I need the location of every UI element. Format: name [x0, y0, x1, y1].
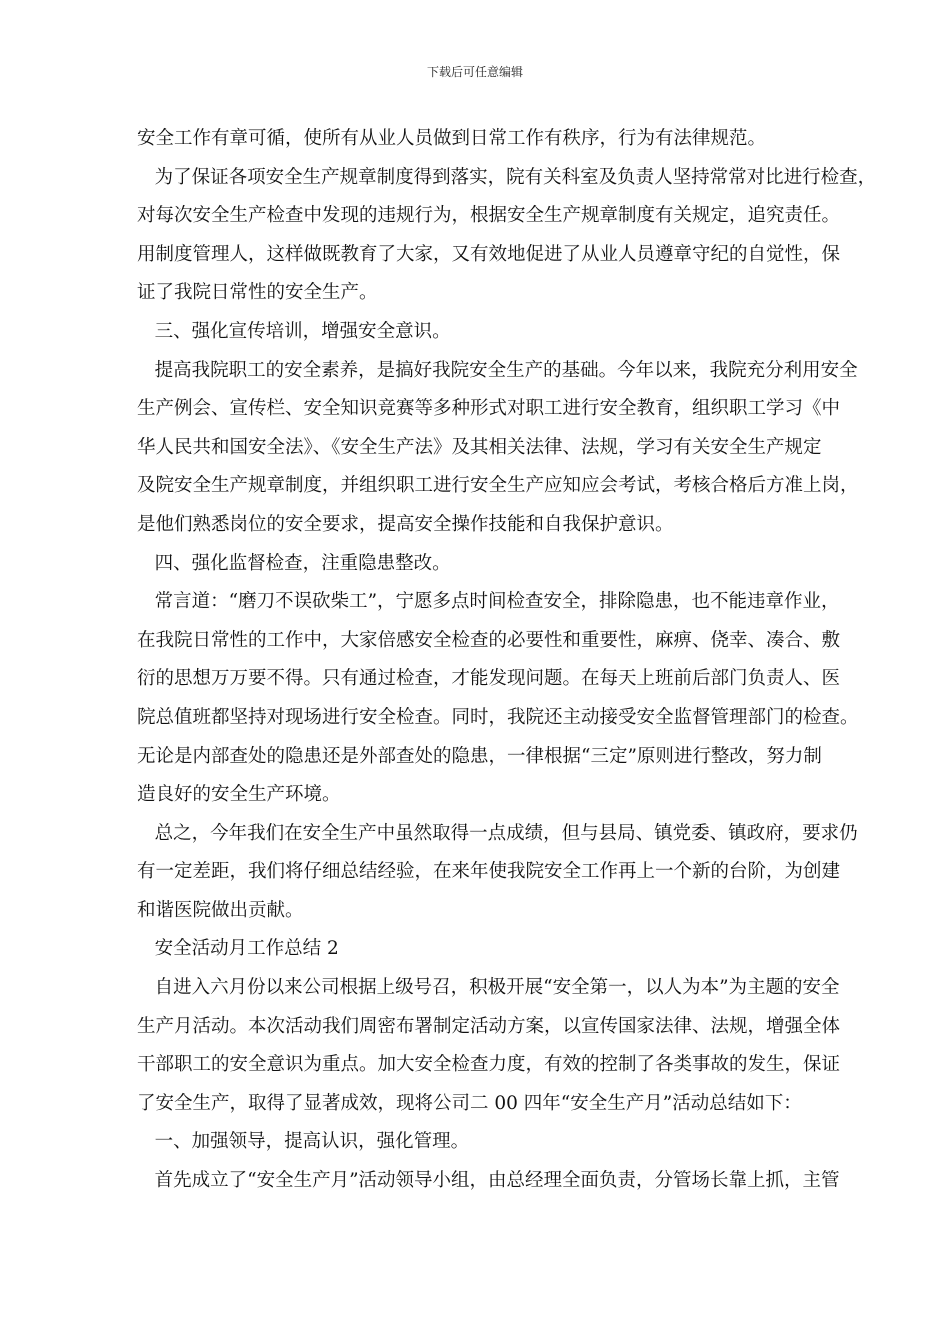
text-line: 院总值班都坚持对现场进行安全检查。同时，我院还主动接受安全监督管理部门的检查。 — [137, 706, 859, 728]
text-line: 造良好的安全生产环境。 — [137, 784, 341, 806]
text-line: 有一定差距，我们将仔细总结经验，在来年使我院安全工作再上一个新的台阶，为创建 — [137, 861, 841, 883]
text-line: 干部职工的安全意识为重点。加大安全检查力度，有效的控制了各类事故的发生，保证 — [137, 1054, 841, 1076]
text-line: 用制度管理人，这样做既教育了大家，又有效地促进了从业人员遵章守纪的自觉性，保 — [137, 243, 841, 265]
text-line: 生产月活动。本次活动我们周密布署制定活动方案，以宣传国家法律、法规，增强全体 — [137, 1015, 841, 1037]
text-line: 为了保证各项安全生产规章制度得到落实，院有关科室及负责人坚持常常对比进行检查， — [137, 166, 877, 188]
text-line: 总之，今年我们在安全生产中虽然取得一点成绩，但与县局、镇党委、镇政府，要求仍 — [137, 822, 858, 844]
text-line: 安全工作有章可循，使所有从业人员做到日常工作有秩序，行为有法律规范。 — [137, 128, 767, 149]
text-line: 和谐医院做出贡献。 — [137, 899, 304, 921]
text-line: 无论是内部查处的隐患还是外部查处的隐患，一律根据“三定”原则进行整改，努力制 — [137, 745, 822, 767]
text-line: 及院安全生产规章制度，并组织职工进行安全生产应知应会考试，考核合格后方准上岗， — [137, 475, 859, 497]
text-line: 证了我院日常性的安全生产。 — [137, 282, 378, 304]
text-line: 常言道：“磨刀不误砍柴工”，宁愿多点时间检查安全，排除隐患，也不能违章作业， — [137, 591, 840, 613]
page-header-note: 下载后可任意编辑 — [426, 65, 523, 79]
text-line: 衍的思想万万要不得。只有通过检查，才能发现问题。在每天上班前后部门负责人、医 — [137, 668, 841, 690]
text-line: 是他们熟悉岗位的安全要求，提高安全操作技能和自我保护意识。 — [137, 513, 674, 535]
text-line: 华人民共和国安全法》、《安全生产法》及其相关法律、法规，学习有关安全生产规定 — [137, 436, 822, 458]
section-heading: 四、强化监督检查，注重隐患整改。 — [137, 552, 451, 574]
text-line: 首先成立了“安全生产月”活动领导小组，由总经理全面负责，分管场长靠上抓，主管 — [137, 1170, 840, 1192]
text-line: 在我院日常性的工作中，大家倍感安全检查的必要性和重要性，麻痹、侥幸、凑合、敷 — [137, 629, 841, 651]
document-body — [137, 120, 889, 1201]
text-line: 对每次安全生产检查中发现的违规行为，根据安全生产规章制度有关规定，追究责任。 — [137, 205, 841, 227]
section-heading: 一、加强领导，提高认识，强化管理。 — [137, 1131, 470, 1153]
text-line: 生产例会、宣传栏、安全知识竞赛等多种形式对职工进行安全教育，组织职工学习《中 — [137, 398, 841, 420]
section-title: 安全活动月工作总结 2 — [137, 938, 339, 960]
text-line: 提高我院职工的安全素养，是搞好我院安全生产的基础。今年以来，我院充分利用安全 — [137, 359, 858, 381]
text-line: 了安全生产，取得了显著成效，现将公司二 00 四年“安全生产月”活动总结如下： — [137, 1092, 802, 1114]
text-line: 自进入六月份以来公司根据上级号召，积极开展“安全第一，以人为本”为主题的安全 — [137, 977, 840, 999]
section-heading: 三、强化宣传培训，增强安全意识。 — [137, 320, 451, 342]
